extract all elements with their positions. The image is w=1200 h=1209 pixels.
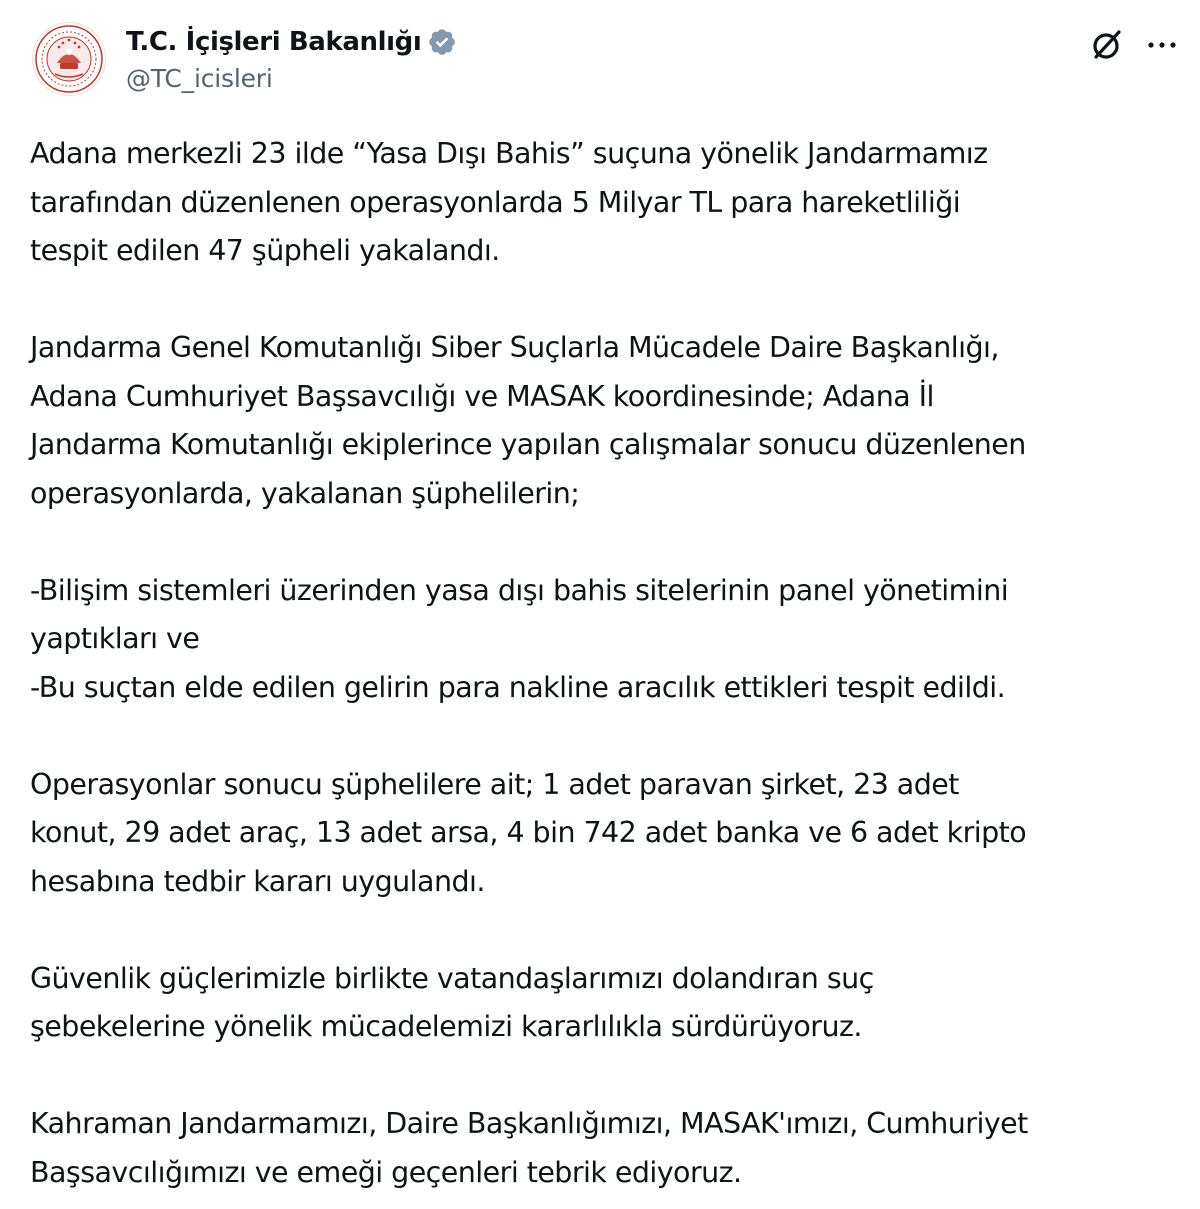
text-line: Jandarma Genel Komutanlığı Siber Suçlarla Mücadele Daire Başkanlığı, (30, 331, 999, 364)
display-name-row (126, 24, 457, 60)
text-line: Kahraman Jandarmamızı, Daire Başkanlığımızı, MASAK'ımızı, Cumhuriyet (30, 1107, 1028, 1140)
post-paragraph (30, 567, 1180, 713)
grok-icon[interactable] (1088, 26, 1126, 64)
post-paragraph (30, 1100, 1180, 1197)
post-header (30, 22, 1180, 102)
text-line: Operasyonlar sonucu şüphelilere ait; 1 adet paravan şirket, 23 adet (30, 767, 959, 801)
account-handle[interactable]: @TC_icisleri (126, 64, 273, 93)
text-line: -Bilişim sistemleri üzerinden yasa dışı bahis sitelerinin panel yönetimini (30, 573, 1009, 607)
text-line: -Bu suçtan elde edilen gelirin para nakline aracılık ettikleri tespit edildi. (30, 670, 1006, 704)
text-line: yaptıkları ve (30, 622, 200, 655)
ministry-seal-icon[interactable] (32, 22, 106, 96)
display-name[interactable]: T.C. İçişleri Bakanlığı (126, 27, 422, 57)
post-text (30, 130, 1180, 1197)
post-paragraph (30, 324, 1180, 518)
text-line: tarafından düzenlenen operasyonlarda 5 Milyar TL para hareketliliği (30, 185, 961, 219)
account-names (126, 24, 457, 93)
text-line: konut, 29 adet araç, 13 adet arsa, 4 bin 742 adet banka ve 6 adet kripto (30, 816, 1027, 849)
verified-badge-icon[interactable] (427, 27, 457, 57)
text-line: tespit edilen 47 şüpheli yakalandı. (30, 234, 500, 267)
more-options-icon[interactable] (1144, 26, 1180, 64)
text-line: hesabına tedbir kararı uygulandı. (30, 864, 485, 898)
text-line: şebekelerine yönelik mücadelemizi kararlılıkla sürdürüyoruz. (30, 1010, 862, 1043)
text-line: Jandarma Komutanlığı ekiplerince yapılan çalışmalar sonucu düzenlenen (30, 428, 1026, 461)
post-paragraph (30, 130, 1180, 276)
text-line: Adana merkezli 23 ilde “Yasa Dışı Bahis” suçuna yönelik Jandarmamız (30, 137, 988, 170)
post-actions (1088, 26, 1180, 64)
text-line: operasyonlarda, yakalanan şüphelilerin; (30, 476, 580, 510)
text-line: Adana Cumhuriyet Başsavcılığı ve MASAK koordinesinde; Adana İl (30, 379, 934, 413)
text-line: Başsavcılığımızı ve emeği geçenleri tebrik ediyoruz. (30, 1155, 742, 1189)
post-paragraph (30, 955, 1180, 1052)
text-line: Güvenlik güçlerimizle birlikte vatandaşlarımızı dolandıran suç (30, 961, 874, 995)
post-paragraph (30, 761, 1180, 907)
